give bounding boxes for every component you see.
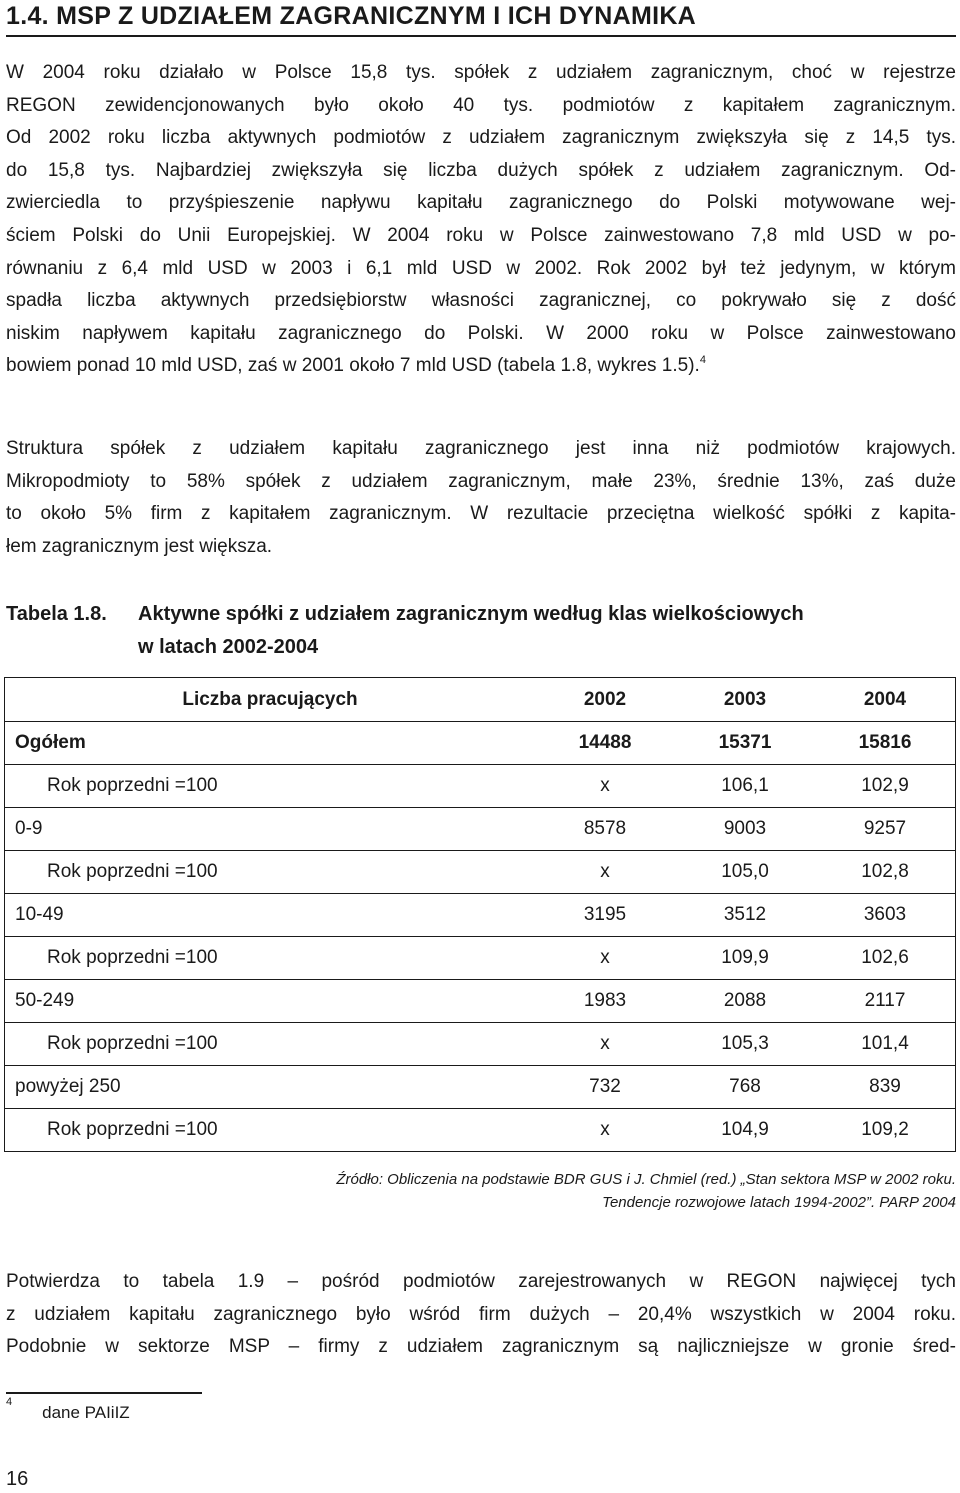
row-label: 10-49 bbox=[5, 894, 536, 937]
table-cell: 102,9 bbox=[815, 765, 956, 808]
table-cell: 768 bbox=[675, 1066, 815, 1109]
table-cell: 839 bbox=[815, 1066, 956, 1109]
table-cell: 15816 bbox=[815, 722, 956, 765]
table-cell: x bbox=[535, 1023, 675, 1066]
row-label: Rok poprzedni =100 bbox=[5, 1109, 536, 1152]
table-cell: x bbox=[535, 851, 675, 894]
text-line: to około 5% firm z kapitałem zagranicznym. W rezultacie przeciętna wielkość spółki z kapita- bbox=[6, 503, 956, 525]
table-cell: 109,2 bbox=[815, 1109, 956, 1152]
table-label: Tabela 1.8. bbox=[6, 603, 107, 625]
table-cell: 105,0 bbox=[675, 851, 815, 894]
header-cell: 2004 bbox=[863, 688, 907, 710]
table-cell: 8578 bbox=[535, 808, 675, 851]
table-row bbox=[5, 722, 956, 765]
text-line: REGON zewidencjonowanych było około 40 tys. podmiotów z kapitałem zagranicznym. bbox=[6, 94, 956, 116]
header-cell: Liczba pracujących bbox=[182, 688, 358, 710]
text-line: zwierciedla to przyśpieszenie napływu kapitału zagranicznego do Polski motywowane wej- bbox=[6, 192, 956, 214]
text-line: do 15,8 tys. Najbardziej zwiększyła się liczba dużych spółek z udziałem zagranicznym. Od- bbox=[6, 159, 956, 181]
text-line: Struktura spółek z udziałem kapitału zagranicznego jest inna niż podmiotów krajowych. bbox=[6, 438, 956, 459]
header-cell: 2002 bbox=[583, 688, 627, 710]
page-number: 16 bbox=[6, 1468, 29, 1490]
text-line: Podobnie w sektorze MSP – firmy z udziałem zagranicznym są najliczniejsze w gronie śred- bbox=[6, 1336, 956, 1358]
text-line: łem zagranicznym jest większa. bbox=[6, 535, 273, 557]
table-cell: 102,8 bbox=[815, 851, 956, 894]
table-cell: 9257 bbox=[815, 808, 956, 851]
table-cell: x bbox=[535, 937, 675, 980]
table-cell: x bbox=[535, 765, 675, 808]
row-label: Rok poprzedni =100 bbox=[5, 1023, 536, 1066]
table-cell: 101,4 bbox=[815, 1023, 956, 1066]
table-cell: 105,3 bbox=[675, 1023, 815, 1066]
footnote-divider bbox=[6, 1392, 202, 1394]
footnote bbox=[6, 1396, 130, 1423]
footnote-number: 4 bbox=[6, 1396, 13, 1408]
text-line: bowiem ponad 10 mld USD, zaś w 2001 około 7 mld USD (tabela 1.8, wykres 1.5).$^4$ bbox=[6, 354, 706, 377]
table-cell: 104,9 bbox=[675, 1109, 815, 1152]
text-line: niskim napływem kapitału zagranicznego do Polski. W 2000 roku w Polsce zainwestowano bbox=[6, 322, 956, 344]
data-table bbox=[4, 677, 956, 1152]
table-row bbox=[5, 808, 956, 851]
footnote-reference: 4 bbox=[699, 354, 706, 367]
row-label: Rok poprzedni =100 bbox=[5, 937, 536, 980]
paragraph-foreign-companies bbox=[6, 57, 956, 385]
section-heading: 1.4. MSP Z UDZIAŁEM ZAGRANICZNYM I ICH DYNAMIKA bbox=[6, 2, 956, 37]
row-label: 50-249 bbox=[5, 980, 536, 1023]
table-row bbox=[5, 1023, 956, 1066]
table-cell: 3512 bbox=[675, 894, 815, 937]
footnote-text: dane PAIiIZ bbox=[42, 1402, 130, 1422]
table-cell: x bbox=[535, 1109, 675, 1152]
source-line: Tendencje rozwojowe latach 1994-2002”. PARP 2004 bbox=[602, 1194, 956, 1211]
table-cell: 2088 bbox=[675, 980, 815, 1023]
table-header-row bbox=[5, 678, 956, 722]
table-row bbox=[5, 894, 956, 937]
text-line: ściem Polski do Unii Europejskiej. W 2004 roku w Polsce zainwestowano 7,8 mld USD w po- bbox=[6, 224, 956, 246]
table-row bbox=[5, 980, 956, 1023]
row-label: 0-9 bbox=[5, 808, 536, 851]
text-line: spadła liczba aktywnych przedsiębiorstw własności zagranicznej, co pokrywało się z dość bbox=[6, 290, 956, 312]
paragraph-structure bbox=[6, 433, 956, 563]
source-line: Źródło: Obliczenia na podstawie BDR GUS i J. Chmiel (red.) „Stan sektora MSP w 2002 roku. bbox=[336, 1171, 956, 1188]
table-cell: 9003 bbox=[675, 808, 815, 851]
table-cell: 15371 bbox=[675, 722, 815, 765]
table-cell: 3603 bbox=[815, 894, 956, 937]
text-line: Potwierdza to tabela 1.9 – pośród podmiotów zarejestrowanych w REGON najwięcej tych bbox=[6, 1271, 956, 1292]
table-cell: 106,1 bbox=[675, 765, 815, 808]
header-cell: 2003 bbox=[723, 688, 767, 710]
table-cell: 102,6 bbox=[815, 937, 956, 980]
table-cell: 14488 bbox=[535, 722, 675, 765]
text-line: W 2004 roku działało w Polsce 15,8 tys. spółek z udziałem zagranicznym, choć w rejestrze bbox=[6, 62, 956, 83]
table-cell: 2117 bbox=[815, 980, 956, 1023]
row-label: Rok poprzedni =100 bbox=[5, 765, 536, 808]
table-cell: 1983 bbox=[535, 980, 675, 1023]
table-row bbox=[5, 1066, 956, 1109]
text-line: równaniu z 6,4 mld USD w 2003 i 6,1 mld USD w 2002. Rok 2002 był też jedynym, w którym bbox=[6, 257, 956, 279]
text-line: Mikropodmioty to 58% spółek z udziałem zagranicznym, małe 23%, średnie 13%, zaś duże bbox=[6, 470, 956, 492]
table-title-line1: Aktywne spółki z udziałem zagranicznym według klas wielkościowych bbox=[138, 603, 804, 625]
paragraph-regon bbox=[6, 1266, 956, 1364]
table-row bbox=[5, 937, 956, 980]
table-row bbox=[5, 851, 956, 894]
row-label: powyżej 250 bbox=[5, 1066, 536, 1109]
table-caption bbox=[6, 598, 956, 664]
table-cell: 109,9 bbox=[675, 937, 815, 980]
table-cell: 732 bbox=[535, 1066, 675, 1109]
table-cell: 3195 bbox=[535, 894, 675, 937]
row-label: Ogółem bbox=[5, 722, 536, 765]
table-row bbox=[5, 1109, 956, 1152]
row-label: Rok poprzedni =100 bbox=[5, 851, 536, 894]
text-line: Od 2002 roku liczba aktywnych podmiotów z udziałem zagranicznym zwiększyła się z 14,5 tys. bbox=[6, 127, 956, 149]
table-source bbox=[336, 1168, 956, 1214]
table-title-line2: w latach 2002-2004 bbox=[138, 636, 319, 658]
text-line: z udziałem kapitału zagranicznego było wśród firm dużych – 20,4% wszystkich w 2004 roku. bbox=[6, 1303, 956, 1325]
table-row bbox=[5, 765, 956, 808]
